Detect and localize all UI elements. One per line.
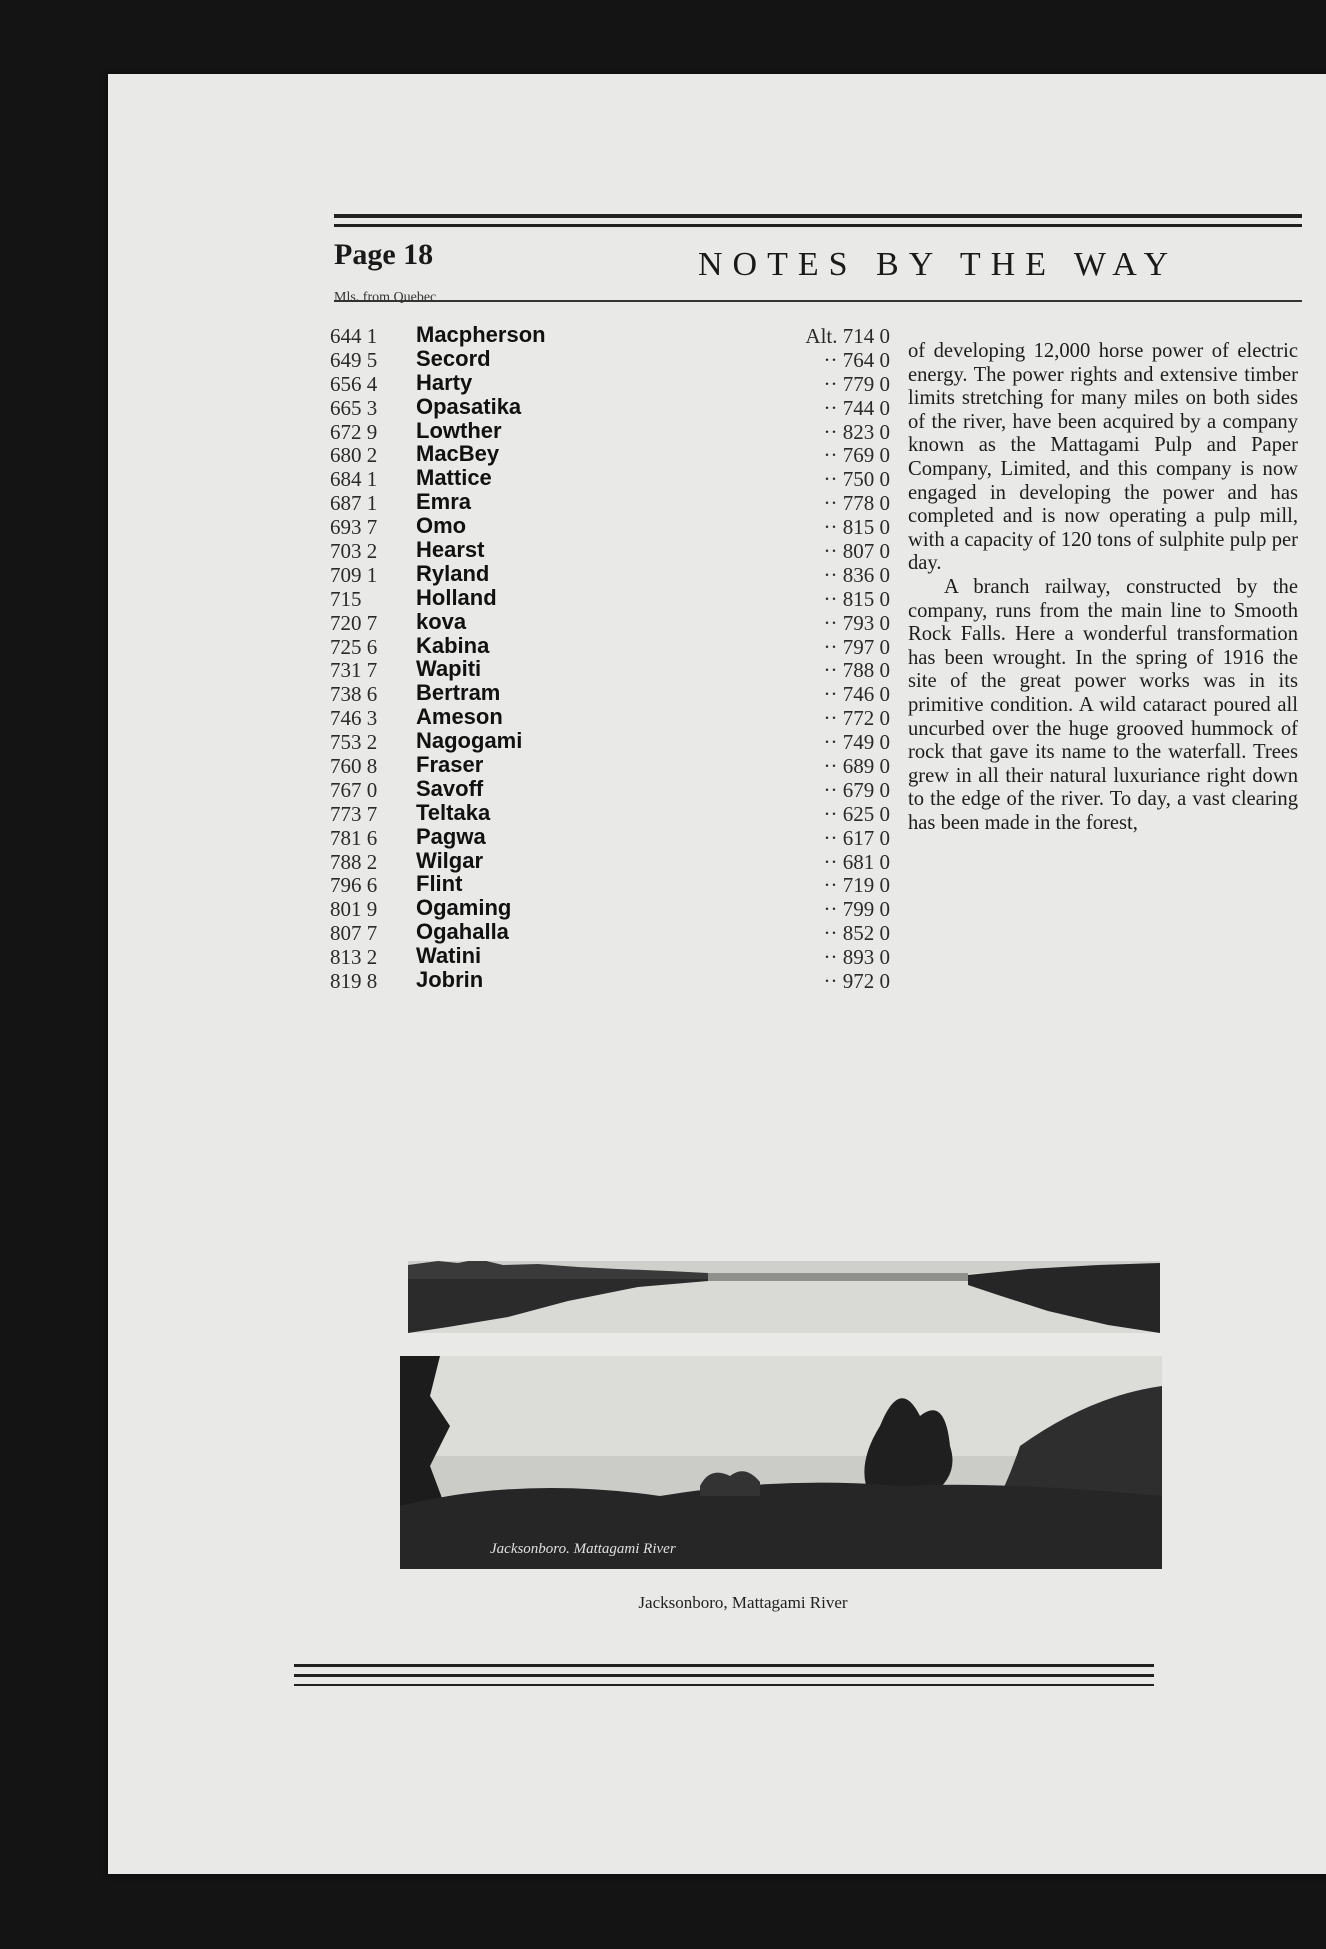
station-miles: 649 5 [330, 347, 378, 372]
station-row [330, 658, 910, 682]
station-miles: 731 7 [330, 658, 378, 683]
station-miles: 801 9 [330, 897, 378, 922]
station-altitude: ·· 764 0 [823, 347, 890, 372]
station-row [330, 632, 910, 659]
station-name: MacBey [416, 441, 500, 467]
station-name: Omo [416, 513, 467, 539]
station-altitude: ·· 793 0 [823, 610, 890, 635]
station-name: Bertram [416, 680, 501, 706]
footer-rule [294, 1664, 1154, 1667]
station-miles: 703 2 [330, 539, 378, 564]
footer-rule [294, 1684, 1154, 1686]
header-rule [334, 214, 1302, 218]
station-name: Ameson [416, 704, 503, 730]
station-name: Opasatika [416, 393, 522, 419]
station-altitude: ·· 797 0 [823, 634, 890, 659]
station-name: Savoff [416, 775, 484, 801]
station-name: Mattice [416, 465, 492, 491]
river-photo-bottom [400, 1356, 1162, 1569]
page-number: Page 18 [334, 238, 434, 271]
station-altitude: ·· 778 0 [823, 491, 890, 516]
station-altitude: ·· 625 0 [823, 801, 890, 826]
station-name: Kabina [416, 632, 490, 658]
station-miles: 767 0 [330, 777, 378, 802]
station-row [330, 775, 910, 802]
station-row [330, 823, 910, 850]
station-altitude: ·· 799 0 [823, 897, 890, 922]
station-name: Ryland [416, 560, 490, 586]
station-altitude: ·· 836 0 [823, 562, 890, 587]
station-row [330, 515, 910, 539]
station-row [330, 847, 910, 874]
station-name: Wapiti [416, 656, 482, 682]
station-miles: 720 7 [330, 610, 378, 635]
station-name: Macpherson [416, 322, 546, 347]
station-altitude: ·· 689 0 [823, 754, 890, 779]
river-photo-top [408, 1261, 1160, 1333]
station-row [330, 682, 910, 706]
station-name: Lowther [416, 417, 502, 443]
station-altitude: ·· 823 0 [823, 419, 890, 444]
station-name: Teltaka [416, 799, 491, 825]
station-row [330, 945, 910, 969]
station-miles: 819 8 [330, 969, 378, 994]
station-name: Ogaming [416, 895, 512, 921]
paragraph: A branch railway, constructed by the company, runs from the main line to Smooth Rock Falls. Here a wonderful transformation has been wrought. In the spring of 1916 the site of the great power works was in its primitive condition. A wild cataract poured all uncurbed over the huge grooved hummock of rock that gave its name to the waterfall. Trees grew in all their natural luxuriance right down to the edge of the river. To day, a vast clearing has been made in the forest, [908, 575, 1298, 834]
header-rule [334, 224, 1302, 227]
footer-rule [294, 1674, 1154, 1677]
station-row [330, 369, 910, 396]
station-row [330, 706, 910, 730]
station-miles: 672 9 [330, 419, 378, 444]
station-miles: 788 2 [330, 849, 378, 874]
station-miles: 760 8 [330, 754, 378, 779]
station-miles: 813 2 [330, 945, 378, 970]
station-row [330, 393, 910, 420]
station-miles: 753 2 [330, 730, 378, 755]
station-row [330, 467, 910, 491]
station-row [330, 491, 910, 515]
station-name: Jobrin [416, 967, 484, 993]
station-name: kova [416, 608, 467, 634]
station-miles: 781 6 [330, 825, 378, 850]
title-underline [334, 300, 1302, 302]
station-altitude: ·· 679 0 [823, 777, 890, 802]
station-name: Fraser [416, 752, 484, 778]
station-altitude: ·· 815 0 [823, 586, 890, 611]
station-altitude: ·· 617 0 [823, 825, 890, 850]
station-altitude: ·· 972 0 [823, 969, 890, 994]
station-miles: 687 1 [330, 491, 378, 516]
photo-caption: Jacksonboro, Mattagami River [638, 1593, 848, 1612]
station-row [330, 754, 910, 778]
station-miles: 773 7 [330, 801, 378, 826]
station-miles: 738 6 [330, 682, 378, 707]
station-altitude: Alt. 714 0 [805, 324, 890, 348]
running-title: NOTES BY THE WAY [698, 246, 1179, 283]
station-miles: 715 [330, 586, 362, 611]
station-name: Harty [416, 369, 473, 395]
station-altitude: ·· 788 0 [823, 658, 890, 683]
station-name: Emra [416, 489, 472, 515]
station-altitude: ·· 772 0 [823, 706, 890, 731]
paragraph: of developing 12,000 horse power of electric energy. The power rights and extensive timber limits stretching for many miles on both sides of the river, have been acquired by a company known as the Mattagami Pulp and Paper Company, Limited, and this company is now engaged in developing the power and has completed and is now operating a pulp mill, with a capacity of 120 tons of sulphite pulp per day. [908, 340, 1298, 575]
station-miles: 665 3 [330, 395, 378, 420]
station-miles: 725 6 [330, 634, 378, 659]
station-miles: 684 1 [330, 467, 378, 492]
station-row [330, 539, 910, 563]
station-altitude: ·· 681 0 [823, 849, 890, 874]
photo-inscription: Jacksonboro. Mattagami River [490, 1541, 676, 1557]
book-page [108, 74, 1326, 1874]
station-row [330, 584, 910, 611]
station-miles: 656 4 [330, 371, 378, 396]
station-row [330, 730, 910, 754]
station-name: Nagogami [416, 728, 523, 754]
station-altitude: ·· 815 0 [823, 515, 890, 540]
station-miles: 644 1 [330, 324, 378, 348]
station-row [330, 921, 910, 945]
station-name: Watini [416, 943, 482, 969]
station-miles: 746 3 [330, 706, 378, 731]
station-name: Pagwa [416, 823, 486, 849]
station-row [330, 324, 910, 348]
station-row [330, 799, 910, 826]
station-name: Wilgar [416, 847, 484, 873]
station-altitude: ·· 769 0 [823, 443, 890, 468]
station-row [330, 897, 910, 921]
body-text [908, 340, 1298, 835]
station-altitude: ·· 749 0 [823, 730, 890, 755]
station-miles: 693 7 [330, 515, 378, 540]
station-table [330, 324, 910, 993]
station-miles: 680 2 [330, 443, 378, 468]
station-altitude: ·· 750 0 [823, 467, 890, 492]
station-miles: 709 1 [330, 562, 378, 587]
station-altitude: ·· 852 0 [823, 921, 890, 946]
station-row [330, 443, 910, 467]
station-name: Hearst [416, 537, 485, 563]
station-altitude: ·· 807 0 [823, 539, 890, 564]
station-miles: 807 7 [330, 921, 378, 946]
station-row [330, 873, 910, 897]
station-row [330, 608, 910, 635]
station-altitude: ·· 719 0 [823, 873, 890, 898]
station-altitude: ·· 744 0 [823, 395, 890, 420]
station-row [330, 969, 910, 993]
station-row [330, 417, 910, 444]
station-altitude: ·· 779 0 [823, 371, 890, 396]
station-miles: 796 6 [330, 873, 378, 898]
station-name: Ogahalla [416, 919, 509, 945]
station-altitude: ·· 746 0 [823, 682, 890, 707]
station-altitude: ·· 893 0 [823, 945, 890, 970]
station-name: Secord [416, 345, 491, 371]
station-name: Holland [416, 584, 497, 610]
station-row [330, 345, 910, 372]
station-row [330, 560, 910, 587]
station-name: Flint [416, 871, 463, 897]
column-header: Mls. from Quebec [334, 290, 437, 305]
